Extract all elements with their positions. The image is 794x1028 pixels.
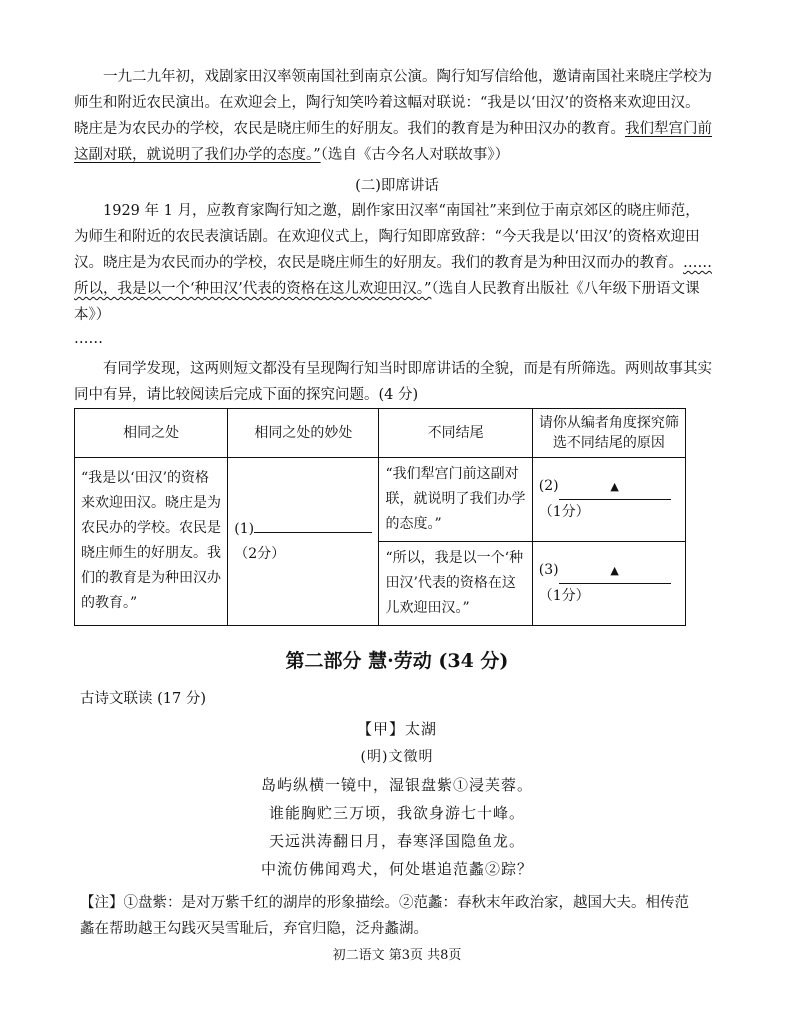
header-same: 相同之处 — [75, 409, 228, 458]
story1-paragraph — [74, 64, 714, 168]
poem-line: 谁能胸贮三万顷，我欲身游七十峰。 — [268, 804, 525, 822]
story1-source: （选自《古今名人对联故事》） — [320, 147, 510, 163]
poem-line: 中流仿佛闻鸡犬，何处堪追范蠡②踪？ — [260, 860, 533, 878]
answer-blank-2[interactable] — [539, 474, 679, 500]
page-footer: 初二语文 第3页 共8页 — [332, 948, 462, 963]
section2-text: 1929 年 1 月，应教育家陶行知之邀，剧作家田汉率“南国社”来到位于南京郊区的晓庄师范，为师生和附近的农民表演话剧。在欢迎仪式上，陶行知即席致辞：“今天我是以‘田汉’的资格欢迎田汉。晓庄是为农民而办的学校，农民是晓庄师生的好朋友。我们的教育是为种田汉而办的教育。 — [74, 203, 700, 271]
story1-text: 一九二九年初，戏剧家田汉率领南国社到南京公演。陶行知写信给他，邀请南国社来晓庄学校为师生和附近农民演出。在欢迎会上，陶行知笑吟着这幅对联说：“我是以‘田汉’的资格来欢迎田汉。晓庄是为农民办的学校，农民是晓庄师生的好朋友。我们的教育是为种田汉办的教育。 — [74, 69, 712, 137]
blank1-line[interactable] — [254, 532, 372, 533]
blank2-number: (2) — [538, 478, 559, 494]
blank3-line[interactable] — [559, 558, 671, 584]
section2-heading: (二)即席讲话 — [355, 178, 439, 194]
cell-ending2: “所以，我是以一个‘种田汉’代表的资格在这儿欢迎田汉。” — [379, 542, 532, 626]
cell-blank1 — [228, 458, 379, 626]
blank3-number: (3) — [538, 562, 559, 578]
blank1-number: (1) — [234, 520, 255, 537]
table-header-row — [75, 409, 686, 458]
header-reason: 请你从编者角度探究筛选不同结尾的原因 — [532, 409, 685, 458]
section2-paragraph — [74, 198, 714, 328]
triangle-marker-icon: ▲ — [610, 564, 619, 577]
cell-blank2 — [532, 458, 685, 542]
section2-source: （选自人民教育出版社《八年级下册语文课本》） — [74, 281, 700, 323]
triangle-marker-icon: ▲ — [610, 480, 619, 493]
section2-underlined-text: ……所以，我是以一个‘种田汉’代表的资格在这儿欢迎田汉。” — [74, 255, 712, 297]
blank2-line[interactable] — [559, 474, 671, 500]
story1-underlined-text: 我们犁宫门前这副对联，就说明了我们办学的态度。” — [74, 121, 712, 163]
poem-line: 岛屿纵横一镜中，湿银盘紫①浸芙蓉。 — [260, 776, 533, 794]
poem-author: (明)文徵明 — [360, 749, 434, 765]
cell-same-text: “我是以‘田汉’的资格来欢迎田汉。晓庄是为农民办的学校。农民是晓庄师生的好朋友。我们的教育是为种田汉办的教育。” — [75, 458, 228, 626]
question-text: 有同学发现，这两则短文都没有呈现陶行知当时即席讲话的全貌，而是有所筛选。两则故事其实同中有异，请比较阅读后完成下面的探究问题。(4 分) — [74, 361, 712, 403]
blank3-score: （1分） — [538, 588, 590, 604]
blank2-score: （1分） — [538, 504, 590, 520]
cell-blank3 — [532, 542, 685, 626]
answer-blank-3[interactable] — [539, 558, 679, 584]
table-row — [75, 458, 686, 542]
poem-title: 【甲】太湖 — [356, 720, 437, 738]
poem-line: 天远洪涛翻日月，春寒泽国隐鱼龙。 — [268, 832, 525, 850]
header-different-ending: 不同结尾 — [379, 409, 532, 458]
part2-section: 古诗文联读 (17 分) — [80, 691, 206, 707]
poem-note: 【注】①盘紫：是对万紫千红的湖岸的形象描绘。②范蠡：春秋末年政治家，越国大夫。相传范蠡在帮助越王勾践灭吴雪耻后，弃官归隐，泛舟蠡湖。 — [80, 895, 689, 937]
answer-blank-1[interactable] — [234, 517, 372, 542]
ellipsis: …… — [74, 331, 103, 347]
cell-ending1: “我们犁宫门前这副对联，就说明了我们办学的态度。” — [379, 458, 532, 542]
header-same-merit: 相同之处的妙处 — [228, 409, 379, 458]
comparison-table — [74, 408, 686, 626]
blank1-score: （2分） — [234, 545, 286, 562]
part2-title: 第二部分 慧·劳动 (34 分) — [285, 650, 509, 672]
